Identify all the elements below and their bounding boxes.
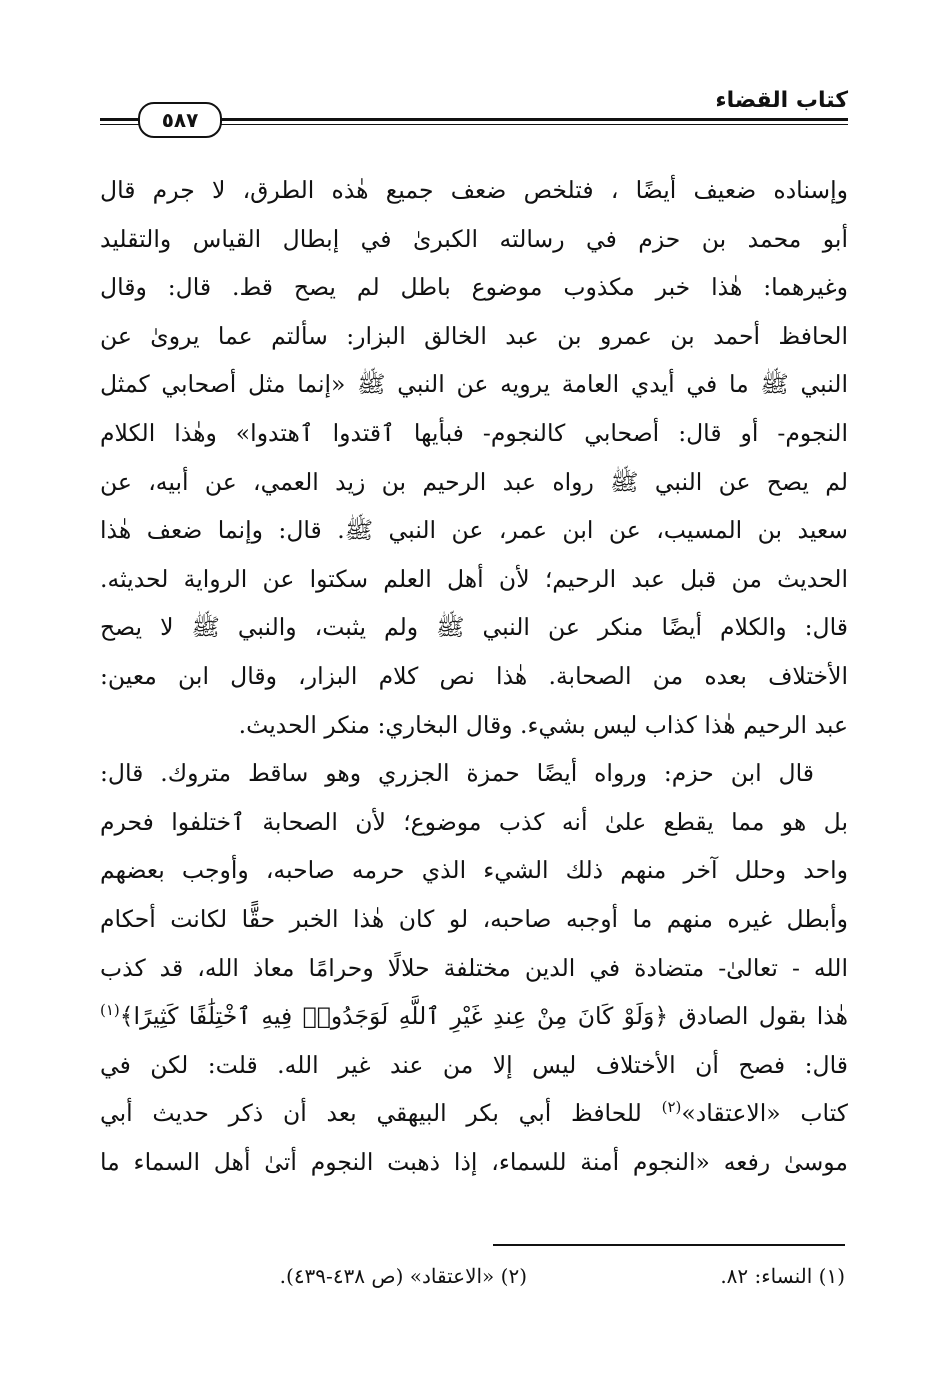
text-line: قال: والكلام أيضًا منكر عن النبي ﷺ ولم يثبت، والنبي ﷺ لا يصح xyxy=(100,613,848,642)
text-line: لم يصح عن النبي ﷺ رواه عبد الرحيم بن زيد العمي، عن أبيه، عن xyxy=(100,467,848,496)
quran-verse-line xyxy=(100,992,848,1041)
text-line: واحد وحلل آخر منهم ذلك الشيء الذي حرمه صاحبه، وأوجب بعضهم xyxy=(100,856,848,885)
page-number: ٥٨٧ xyxy=(138,102,222,138)
text-line: الحافظ أحمد بن عمرو بن عبد الخالق البزار: سألتم عما يروىٰ عن xyxy=(100,321,848,350)
footnote-ref-2: (٢) xyxy=(661,1098,682,1117)
text-line: سعيد بن المسيب، عن ابن عمر، عن النبي ﷺ. قال: وإنما ضعف هٰذا xyxy=(100,516,848,545)
book-title: كتاب «الاعتقاد» xyxy=(681,1099,848,1128)
footnote-1: (١) النساء: ٨٢. xyxy=(720,1264,845,1288)
text-line: قال ابن حزم: ورواه أيضًا حمزة الجزري وهو ساقط متروك. قال: xyxy=(100,759,814,788)
quran-verse-text: هٰذا بقول الصادق ﴿وَلَوْ كَانَ مِنْ عِندِ غَيْرِ ٱللَّهِ لَوَجَدُوا۟ فِيهِ ٱخْتِلَٰفًا كَثِيرًا﴾ xyxy=(119,1002,848,1031)
text-line: بل هو مما يقطع علىٰ أنه كذب موضوع؛ لأن الصحابة ٱختلفوا فحرم xyxy=(100,807,848,836)
page-header xyxy=(100,86,848,140)
text-line: الله - تعالىٰ- متضادة في الدين مختلفة حلالًا وحرامًا معاذ الله، قد كذب xyxy=(100,953,848,982)
footnote-2: (٢) «الاعتقاد» (ص ٤٣٨-٤٣٩). xyxy=(279,1264,527,1288)
text-line: الحديث من قبل عبد الرحيم؛ لأن أهل العلم سكتوا عن الرواية لحديثه. xyxy=(100,564,848,593)
text-line: وغيرهما: هٰذا خبر مكذوب موضوع باطل لم يصح قط. قال: وقال xyxy=(100,273,848,302)
text-line: النبي ﷺ ما في أيدي العامة يرويه عن النبي ﷺ «إنما مثل أصحابي كمثل xyxy=(100,370,848,399)
main-text xyxy=(100,166,848,1186)
text-line: موسىٰ رفعه «النجوم أمنة للسماء، إذا ذهبت النجوم أتىٰ أهل السماء ما xyxy=(100,1147,848,1176)
text-line: النجوم- أو قال: أصحابي كالنجوم- فبأيها ٱقتدوا ٱهتدوا» وهٰذا الكلام xyxy=(100,418,848,447)
chapter-title: كتاب القضاء xyxy=(715,88,848,113)
text-line: وإسناده ضعيف أيضًا ، فتلخص ضعف جميع هٰذه الطرق، لا جرم قال xyxy=(100,176,848,204)
text-line: قال: فصح أن الأختلاف ليس إلا من عند غير الله. قلت: لكن في xyxy=(100,1050,848,1079)
text-line: الأختلاف بعده من الصحابة. هٰذا نص كلام البزار، وقال ابن معين: xyxy=(100,661,848,690)
text-segment: للحافظ أبي بكر البيهقي بعد أن ذكر حديث أبي xyxy=(100,1099,642,1128)
text-line: عبد الرحيم هٰذا كذاب ليس بشيء. وقال البخاري: منكر الحديث. xyxy=(238,710,848,739)
footnote-separator xyxy=(493,1244,845,1246)
footnote-ref-1: (١) xyxy=(100,1001,120,1020)
text-line: أبو محمد بن حزم في رسالته الكبرىٰ في إبطال القياس والتقليد xyxy=(100,224,848,253)
text-line: وأبطل غيره منهم ما أوجبه صاحبه، لو كان هٰذا الخبر حقًّا لكانت أحكام xyxy=(100,904,848,933)
text-line xyxy=(100,1089,848,1138)
footnotes xyxy=(100,1258,845,1294)
